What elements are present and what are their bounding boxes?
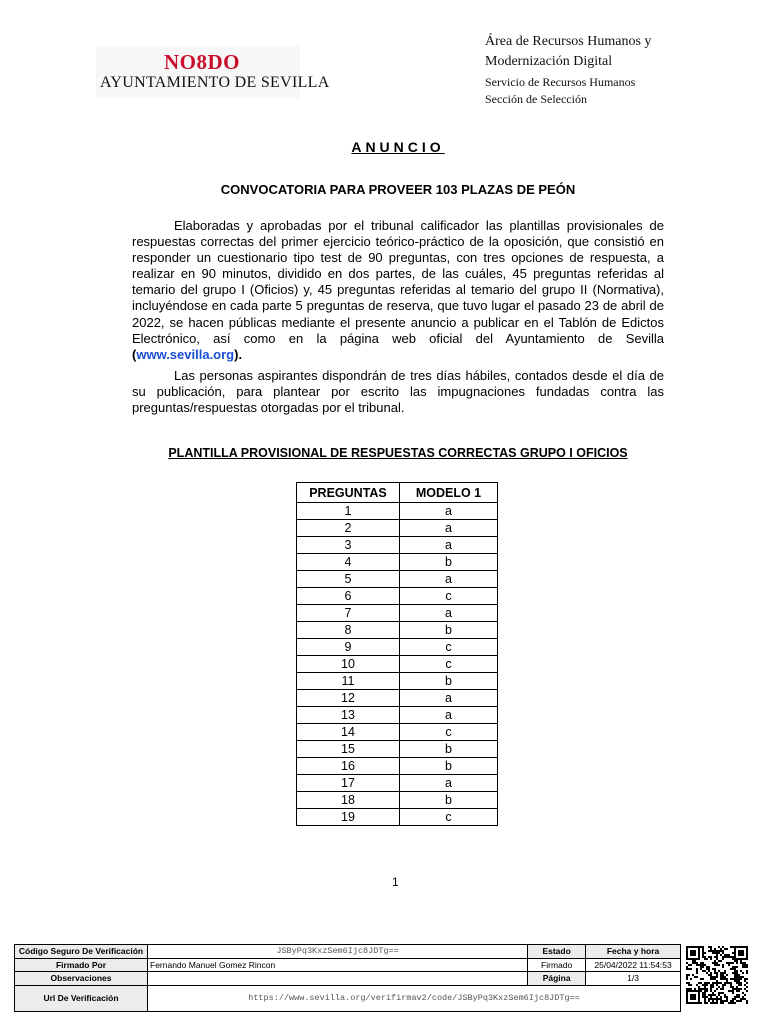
section-line: Sección de Selección xyxy=(485,92,587,106)
table-row xyxy=(297,588,498,605)
service-line: Servicio de Recursos Humanos xyxy=(485,75,636,89)
answer-value: c xyxy=(400,724,498,741)
page-title: ANUNCIO xyxy=(351,139,445,155)
question-number: 1 xyxy=(297,503,400,520)
question-number: 9 xyxy=(297,639,400,656)
city-logo xyxy=(96,46,330,98)
question-number: 4 xyxy=(297,554,400,571)
answer-value: b xyxy=(400,673,498,690)
answer-value: a xyxy=(400,775,498,792)
firmado-por-value: Fernando Manuel Gomez Rincon xyxy=(148,958,528,972)
table-row xyxy=(297,520,498,537)
url-label: Url De Verificación xyxy=(15,985,148,1011)
table-row xyxy=(297,792,498,809)
question-number: 11 xyxy=(297,673,400,690)
question-number: 17 xyxy=(297,775,400,792)
question-number: 19 xyxy=(297,809,400,826)
verification-row xyxy=(15,972,681,986)
fecha-value: 25/04/2022 11:54:53 xyxy=(586,958,681,972)
table-row xyxy=(297,503,498,520)
plantilla-title: PLANTILLA PROVISIONAL DE RESPUESTAS CORRECTAS GRUPO I OFICIOS xyxy=(168,446,628,460)
table-row xyxy=(297,571,498,588)
verification-row xyxy=(15,958,681,972)
answer-value: a xyxy=(400,520,498,537)
table-row xyxy=(297,707,498,724)
answer-value: b xyxy=(400,554,498,571)
question-number: 13 xyxy=(297,707,400,724)
question-number: 3 xyxy=(297,537,400,554)
header-modelo: MODELO 1 xyxy=(400,483,498,503)
answer-value: c xyxy=(400,656,498,673)
table-row xyxy=(297,690,498,707)
convocatoria-title: CONVOCATORIA PARA PROVEER 103 PLAZAS DE PEÓN xyxy=(220,182,576,197)
table-row xyxy=(297,639,498,656)
pagina-label: Página xyxy=(528,972,586,986)
table-row xyxy=(297,724,498,741)
table-row xyxy=(297,775,498,792)
codigo-value: JSByPq3KxzSem6Ijc8JDTg== xyxy=(148,945,528,959)
paragraph-1 xyxy=(132,218,664,363)
department-header xyxy=(485,32,651,108)
table-row xyxy=(297,673,498,690)
answer-value: c xyxy=(400,588,498,605)
question-number: 2 xyxy=(297,520,400,537)
answers-header-row xyxy=(297,483,498,503)
answer-value: b xyxy=(400,741,498,758)
table-row xyxy=(297,554,498,571)
question-number: 6 xyxy=(297,588,400,605)
answer-value: b xyxy=(400,792,498,809)
logo-name: AYUNTAMIENTO DE SEVILLA xyxy=(100,74,330,91)
question-number: 5 xyxy=(297,571,400,588)
page-number: 1 xyxy=(392,875,399,889)
answer-value: a xyxy=(400,537,498,554)
question-number: 18 xyxy=(297,792,400,809)
table-row xyxy=(297,605,498,622)
answer-value: a xyxy=(400,690,498,707)
table-row xyxy=(297,656,498,673)
answer-value: a xyxy=(400,503,498,520)
firmado-por-label: Firmado Por xyxy=(15,958,148,972)
link-close: ). xyxy=(234,346,243,362)
fecha-label: Fecha y hora xyxy=(586,945,681,959)
paragraph-2: Las personas aspirantes dispondrán de tres días hábiles, contados desde el día de su publicación, para plantear por escrito las impugnaciones fundadas contra las preguntas/respuestas otorgadas por el tribunal. xyxy=(132,368,664,416)
question-number: 7 xyxy=(297,605,400,622)
link-open: ( xyxy=(132,346,137,362)
question-number: 14 xyxy=(297,724,400,741)
table-row xyxy=(297,758,498,775)
observaciones-label: Observaciones xyxy=(15,972,148,986)
answer-value: a xyxy=(400,571,498,588)
table-row xyxy=(297,741,498,758)
answer-value: c xyxy=(400,809,498,826)
table-row xyxy=(297,537,498,554)
verification-row xyxy=(15,985,681,1011)
verification-row xyxy=(15,945,681,959)
answer-value: b xyxy=(400,622,498,639)
answer-value: a xyxy=(400,707,498,724)
logo-brand: NO8DO xyxy=(164,50,240,74)
sevilla-link[interactable]: www.sevilla.org xyxy=(136,346,235,362)
pagina-value: 1/3 xyxy=(586,972,681,986)
verification-table xyxy=(14,944,681,1012)
department-line-1: Área de Recursos Humanos y xyxy=(485,34,652,49)
question-number: 8 xyxy=(297,622,400,639)
department-line-2: Modernización Digital xyxy=(485,54,613,69)
observaciones-value xyxy=(148,972,528,986)
answers-table xyxy=(296,482,498,826)
url-value[interactable]: https://www.sevilla.org/verifirmav2/code/JSByPq3KxzSem6Ijc8JDTg== xyxy=(148,985,681,1011)
estado-value: Firmado xyxy=(528,958,586,972)
codigo-label: Código Seguro De Verificación xyxy=(15,945,148,959)
question-number: 15 xyxy=(297,741,400,758)
table-row xyxy=(297,809,498,826)
qr-code-icon xyxy=(686,946,748,1004)
answer-value: a xyxy=(400,605,498,622)
answer-value: c xyxy=(400,639,498,656)
table-row xyxy=(297,622,498,639)
estado-label: Estado xyxy=(528,945,586,959)
question-number: 10 xyxy=(297,656,400,673)
question-number: 16 xyxy=(297,758,400,775)
answer-value: b xyxy=(400,758,498,775)
header-preguntas: PREGUNTAS xyxy=(297,483,400,503)
paragraph-1-text: Elaboradas y aprobadas por el tribunal calificador las plantillas provisionales de respuestas correctas del primer ejercicio teórico-práctico de la oposición, que consistió en responder un cuestionario tipo test de 90 preguntas, con tres opciones de respuesta, a realizar en 90 minutos, dividido en dos partes, de las cuáles, 45 preguntas referidas al temario del grupo I (Oficios) y, 45 preguntas referidas al temario del grupo II (Normativa), incluyéndose en cada parte 5 preguntas de reserva, que tuvo lugar el pasado 23 de abril de 2022, se hacen públicas mediante el presente anuncio a publicar en el Tablón de Edictos Electrónico, así como en la página web oficial del Ayuntamiento de Sevilla xyxy=(132,218,664,346)
question-number: 12 xyxy=(297,690,400,707)
